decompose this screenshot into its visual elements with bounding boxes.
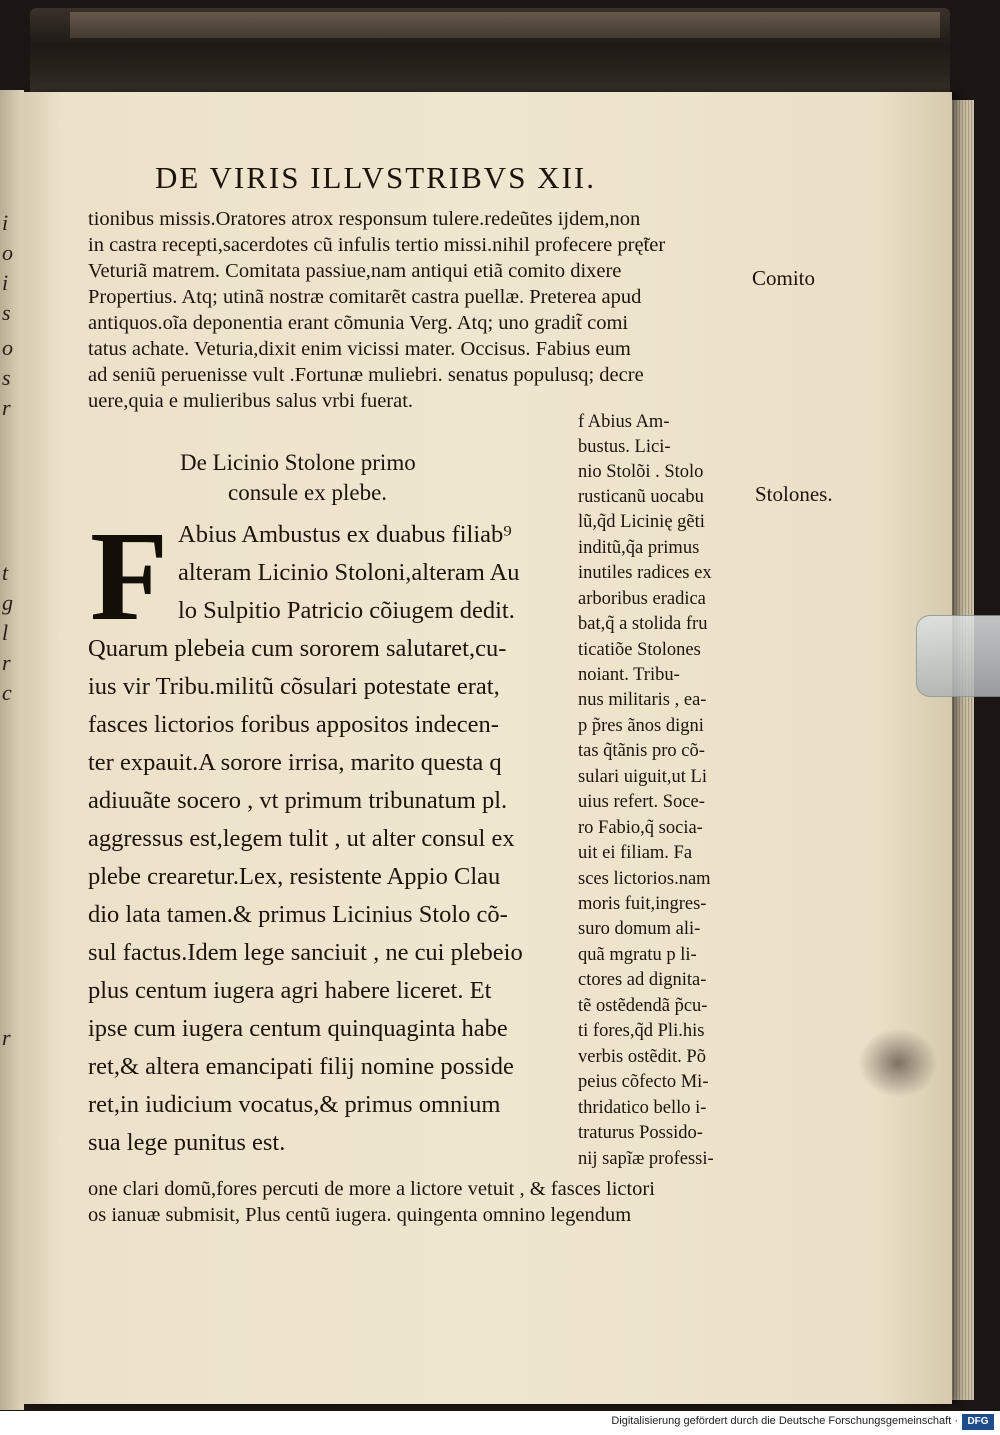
note-line: bat,q̃ a stolida fru — [578, 614, 708, 634]
left-page-fragment: s — [2, 300, 11, 325]
left-page-fragment: c — [2, 680, 12, 705]
page-block-edge — [70, 12, 940, 38]
main-text-line: ius vir Tribu.militũ cõsulari potestate erat, — [88, 673, 500, 700]
left-page-fragment: g — [2, 590, 13, 615]
main-text-line: fasces lictorios foribus appositos indecen- — [88, 711, 499, 738]
note-line: ti fores,q̃d Pli.his — [578, 1021, 705, 1041]
note-line: traturus Possido- — [578, 1123, 703, 1143]
margin-note-stolones: Stolones. — [755, 482, 833, 506]
note-line: lũ,q̃d Licinię gẽti — [578, 512, 705, 532]
text-line: tionibus missis.Oratores atrox responsum tulere.redeũtes ijdem,non — [88, 208, 641, 230]
running-head: DE VIRIS ILLVSTRIBVS XII. — [155, 160, 596, 195]
note-line: inditũ,q̃a primus — [578, 538, 700, 558]
note-line: nus militaris , ea- — [578, 690, 707, 710]
main-text-line: Abius Ambustus ex duabus filiab⁹ — [178, 521, 512, 548]
left-page-fragment: i — [2, 210, 9, 235]
note-line: suro domum ali- — [578, 919, 701, 939]
drop-cap: F — [90, 505, 169, 647]
main-text-line: dio lata tamen.& primus Licinius Stolo cõ- — [88, 901, 508, 928]
left-page-fragment: i — [2, 270, 9, 295]
footer-bar — [0, 1411, 1000, 1435]
note-line: noiant. Tribu- — [578, 665, 680, 685]
note-line: rusticanũ uocabu — [578, 487, 704, 507]
text-line: antiquos.oĩa deponentia erant cõmunia Verg. Atq; uno gradit̃ comi — [88, 312, 629, 334]
note-line: ro Fabio,q̃ socia- — [578, 818, 703, 838]
text-line: uere,quia e mulieribus salus vrbi fuerat. — [88, 390, 414, 412]
section-title: consule ex plebe. — [228, 480, 388, 505]
left-page-fragment: r — [2, 650, 11, 675]
left-page-fragment: o — [2, 335, 13, 360]
note-line: moris fuit,ingres- — [578, 894, 707, 914]
note-line: f Abius Am- — [578, 412, 670, 432]
note-line: thridatico bello i- — [578, 1098, 707, 1118]
note-line: uit ei filiam. Fa — [578, 843, 693, 863]
note-line: sces lictorios.nam — [578, 869, 711, 889]
note-line: ticatiõe Stolones — [578, 640, 701, 660]
text-line: os ianuæ submisit, Plus centũ iugera. quingenta omnino legendum — [88, 1204, 632, 1226]
text-line: one clari domũ,fores percuti de more a lictore vetuit , & fasces lictori — [88, 1178, 655, 1200]
note-line: p p̃res ãnos digni — [578, 716, 704, 736]
note-line: ctores ad dignita- — [578, 970, 707, 990]
main-text-line: sua lege punitus est. — [88, 1129, 286, 1156]
text-line: ad seniũ peruenisse vult .Fortunæ muliebri. senatus populusq; decre — [88, 364, 644, 386]
main-text-line: plus centum iugera agri habere liceret. Et — [88, 977, 492, 1004]
text-line: tatus achate. Veturia,dixit enim vicissi mater. Occisus. Fabius eum — [88, 338, 631, 360]
section-title: De Licinio Stolone primo — [180, 450, 416, 475]
note-line: arboribus eradica — [578, 589, 706, 609]
left-page-fragment: o — [2, 240, 13, 265]
footer-credit: Digitalisierung gefördert durch die Deutsche Forschungsgemeinschaft · — [611, 1415, 958, 1427]
margin-note-comito: Comito — [752, 266, 816, 290]
page-stain — [858, 1028, 938, 1098]
left-page-fragment: r — [2, 1025, 11, 1050]
note-line: bustus. Lici- — [578, 437, 671, 457]
note-line: peius cõfecto Mi- — [578, 1072, 709, 1092]
main-text-line: ipse cum iugera centum quinquaginta habe — [88, 1015, 508, 1042]
main-text-line: aggressus est,legem tulit , ut alter consul ex — [88, 825, 515, 852]
main-text-line: sul factus.Idem lege sanciuit , ne cui plebeio — [88, 939, 523, 966]
dfg-logo: DFG — [962, 1414, 994, 1430]
left-page-fragment: t — [2, 560, 9, 585]
note-line: tas q̃tãnis pro cõ- — [578, 741, 705, 761]
main-text-line: plebe crearetur.Lex, resistente Appio Clau — [88, 863, 501, 890]
note-line: uius refert. Soce- — [578, 792, 705, 812]
note-line: verbis ostẽdit. Põ — [578, 1047, 706, 1067]
note-line: tẽ ostẽdendã p̃cu- — [578, 996, 708, 1016]
bookmark-clip — [916, 615, 1000, 697]
left-page-fragment: l — [2, 620, 9, 645]
note-line: sulari uiguit,ut Li — [578, 767, 707, 787]
note-line: inutiles radices ex — [578, 563, 712, 583]
main-text-line: alteram Licinio Stoloni,alteram Au — [178, 559, 520, 586]
left-page-fragment: r — [2, 395, 11, 420]
left-facing-page — [0, 90, 24, 1410]
main-text-line: ter expauit.A sorore irrisa, marito questa q — [88, 749, 502, 776]
text-line: Propertius. Atq; utinã nostræ comitarẽt castra puellæ. Preterea apud — [88, 286, 642, 308]
note-line: nij sapĩæ professi- — [578, 1149, 714, 1169]
left-page-fragment: s — [2, 365, 11, 390]
note-line: nio Stolõi . Stolo — [578, 462, 704, 482]
note-line: quã mgratu p li- — [578, 945, 697, 965]
main-text-line: Quarum plebeia cum sororem salutaret,cu- — [88, 635, 507, 662]
text-line: Veturiã matrem. Comitata passiue,nam antiqui etiã comito dixere — [88, 260, 622, 282]
main-text-line: adiuuãte socero , vt primum tribunatum pl. — [88, 787, 508, 814]
main-text-line: ret,& altera emancipati filij nomine posside — [88, 1053, 514, 1080]
main-text-line: lo Sulpitio Patricio cõiugem dedit. — [178, 597, 515, 624]
text-line: in castra recepti,sacerdotes cũ infulis tertio missi.nihil profecere prę̃ter — [88, 234, 666, 256]
main-text-line: ret,in iudicium vocatus,& primus omnium — [88, 1091, 501, 1118]
